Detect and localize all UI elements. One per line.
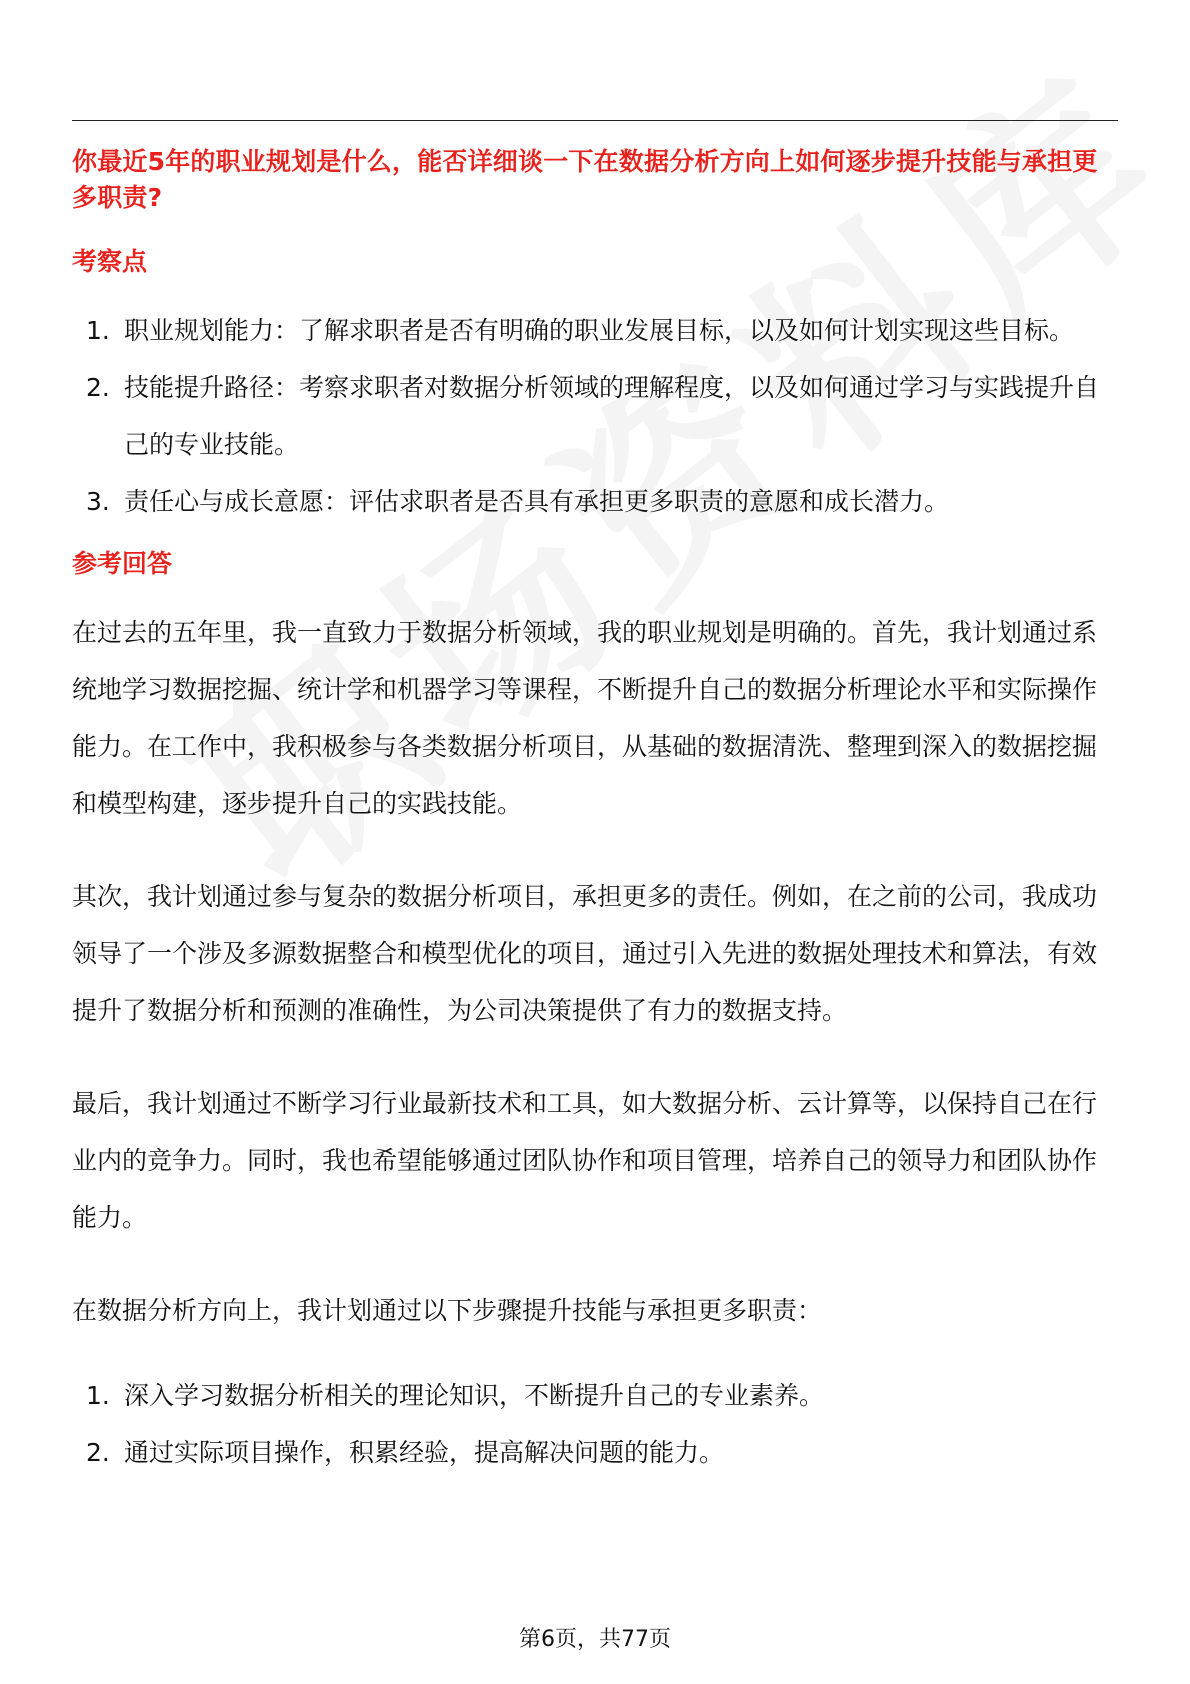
list-item-number: 2. [86,1438,110,1467]
list-item [72,473,1118,530]
document-content [72,134,1118,1481]
top-rule [72,120,1118,121]
answer-paragraph: 在过去的五年里，我一直致力于数据分析领域，我的职业规划是明确的。首先，我计划通过系统地学习数据挖掘、统计学和机器学习等课程，不断提升自己的数据分析理论水平和实际操作能力。在工作中，我积极参与各类数据分析项目，从基础的数据清洗、整理到深入的数据挖掘和模型构建，逐步提升自己的实践技能。 [72,618,1098,818]
answer-paragraph: 最后，我计划通过不断学习行业最新技术和工具，如大数据分析、云计算等，以保持自己在行业内的竞争力。同时，我也希望能够通过团队协作和项目管理，培养自己的领导力和团队协作能力。 [72,1089,1098,1232]
answer-heading: 参考回答 [72,549,173,578]
assessment-list [72,302,1118,530]
steps-list [72,1367,1118,1481]
list-item-text: 通过实际项目操作，积累经验，提高解决问题的能力。 [124,1438,725,1467]
assessment-heading: 考察点 [72,247,148,276]
question-title: 你最近5年的职业规划是什么，能否详细谈一下在数据分析方向上如何逐步提升技能与承担更多职责? [72,147,1098,212]
list-item-number: 3. [86,487,110,516]
list-item-number: 2. [86,373,110,402]
page-footer: 第6页，共77页 [519,1627,671,1652]
list-item [72,1424,1118,1481]
answer-paragraph: 在数据分析方向上，我计划通过以下步骤提升技能与承担更多职责： [72,1296,823,1325]
list-item-text: 责任心与成长意愿：评估求职者是否具有承担更多职责的意愿和成长潜力。 [124,487,950,516]
list-item [72,359,1118,473]
list-item-text: 职业规划能力：了解求职者是否有明确的职业发展目标，以及如何计划实现这些目标。 [124,316,1075,345]
list-item [72,302,1118,359]
list-item [72,1367,1118,1424]
list-item-text: 技能提升路径：考察求职者对数据分析领域的理解程度，以及如何通过学习与实践提升自己的专业技能。 [124,373,1100,459]
answer-paragraph: 其次，我计划通过参与复杂的数据分析项目，承担更多的责任。例如，在之前的公司，我成功领导了一个涉及多源数据整合和模型优化的项目，通过引入先进的数据处理技术和算法，有效提升了数据分析和预测的准确性，为公司决策提供了有力的数据支持。 [72,882,1098,1025]
list-item-number: 1. [86,316,110,345]
list-item-text: 深入学习数据分析相关的理论知识，不断提升自己的专业素养。 [124,1381,825,1410]
list-item-number: 1. [86,1381,110,1410]
